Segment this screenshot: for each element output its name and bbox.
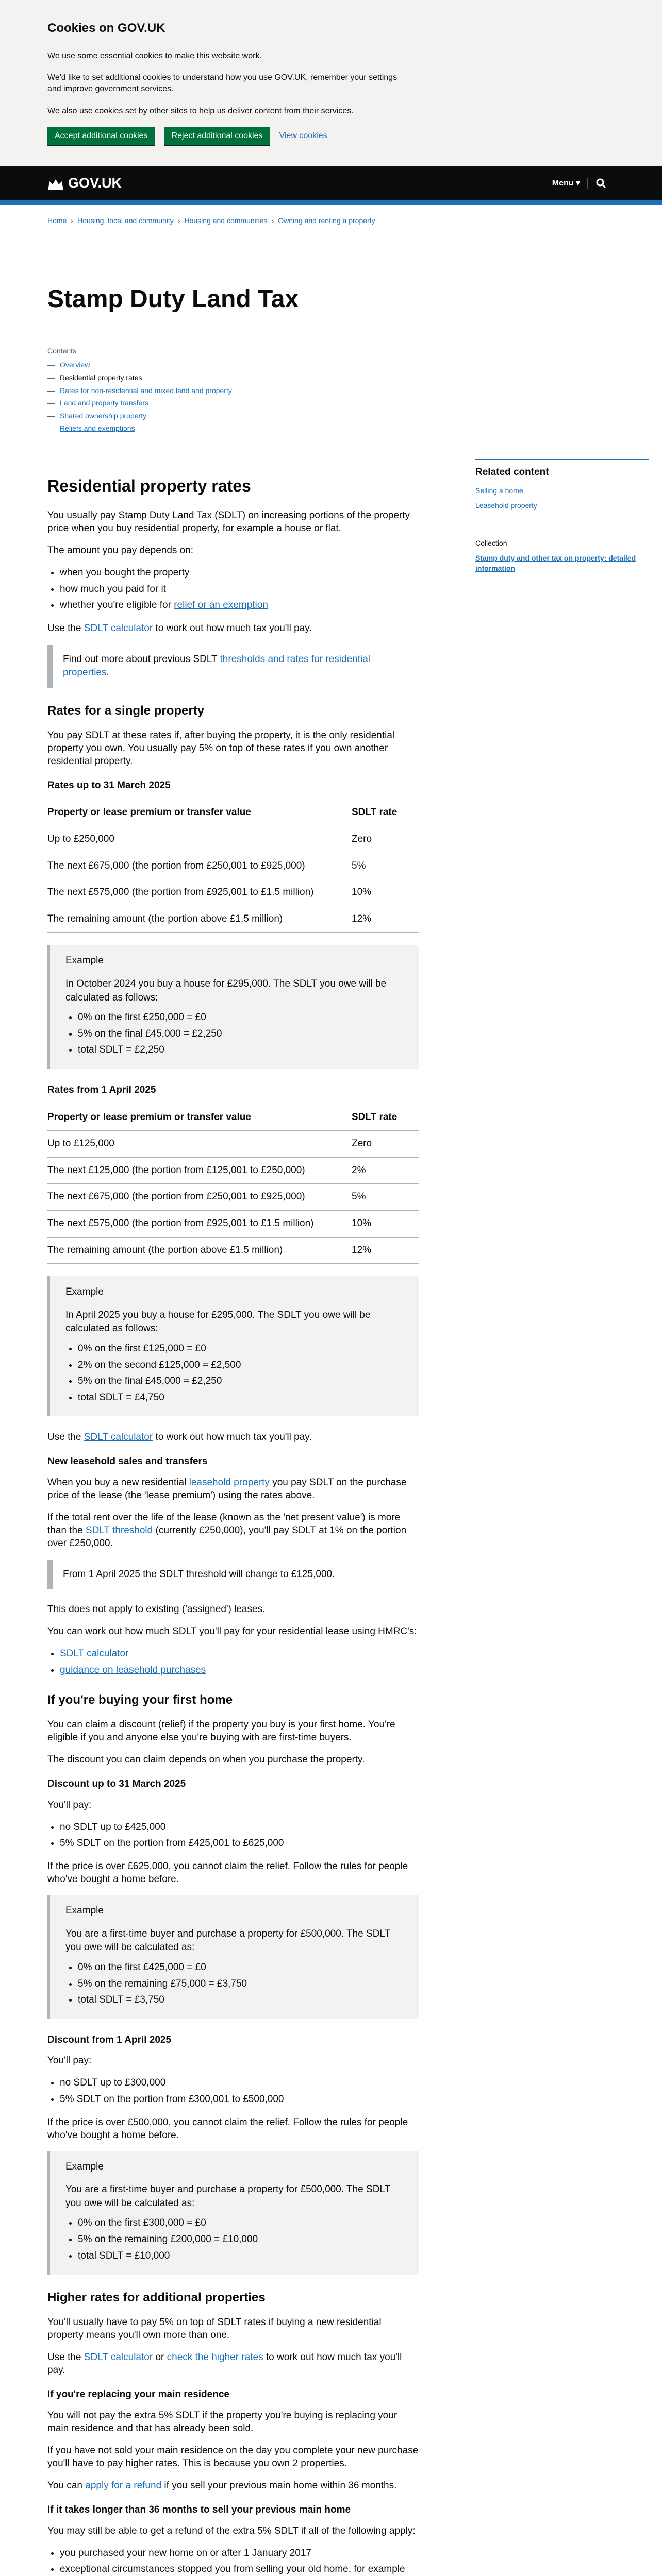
longer-list xyxy=(60,2547,419,2576)
list-item: • 0% on the first £250,000 = £0 xyxy=(78,1011,408,1025)
check-higher-rates-link[interactable]: check the higher rates xyxy=(167,2352,263,2363)
contents-label: Contents xyxy=(47,346,77,355)
example-title: Example xyxy=(65,1286,104,1298)
youll-pay: You'll pay: xyxy=(47,2055,92,2066)
single-paragraph: You pay SDLT at these rates if, after buying the property, it is the only residential property you own. You usually pay 5% on top of these rates if you own another residential property. xyxy=(47,730,395,767)
list-item: • you purchased your new home on or after 1 January 2017 xyxy=(60,2547,419,2561)
table-cell: Up to £250,000 xyxy=(47,826,352,853)
sdlt-threshold-link[interactable]: SDLT threshold xyxy=(85,1525,153,1536)
cookie-banner xyxy=(0,0,662,166)
text: When you buy a new residential xyxy=(47,1477,189,1488)
calc-paragraph xyxy=(47,1431,419,1444)
text: Use the xyxy=(47,1432,84,1443)
example-box xyxy=(47,2151,419,2275)
text: or xyxy=(153,2352,167,2363)
table-row xyxy=(47,1184,419,1211)
lease-paragraph-2 xyxy=(47,1511,419,1550)
list-item: • total SDLT = £2,250 xyxy=(78,1043,408,1057)
header-accent-bar xyxy=(0,200,662,205)
replace-paragraph-1: You will not pay the extra 5% SDLT if the property you're buying is replacing your main residence and that has already been sold. xyxy=(47,2410,398,2434)
table-header: SDLT rate xyxy=(352,800,419,826)
text: You can xyxy=(47,2480,86,2492)
list-item xyxy=(60,1664,419,1677)
table-row xyxy=(47,1237,419,1264)
heading-leasehold: New leasehold sales and transfers xyxy=(47,1456,208,1467)
youll-pay: You'll pay: xyxy=(47,1799,92,1810)
list-item: • when you bought the property xyxy=(60,566,419,580)
table-row xyxy=(47,853,419,879)
first-paragraph-1: You can claim a discount (relief) if the property you buy is your first home. You're eligible if you and anyone else you're buying with are first-time buyers. xyxy=(47,1719,395,1743)
cookie-text-1: We use some essential cookies to make this website work. xyxy=(47,51,262,60)
example-text: In October 2024 you buy a house for £295,000. The SDLT you owe will be calculated as follows: xyxy=(65,978,387,1003)
intro-paragraph: You usually pay Stamp Duty Land Tax (SDLT) on increasing portions of the property price when you buy residential property, for example a house or flat. xyxy=(47,510,410,534)
example-box xyxy=(47,1276,419,1416)
previous-thresholds-link[interactable]: thresholds and rates for residential properties xyxy=(63,653,371,679)
table-cell: The next £125,000 (the portion from £125,001 to £250,000) xyxy=(47,1157,352,1184)
table-row xyxy=(47,906,419,933)
list-item: • 5% on the final £45,000 = £2,250 xyxy=(78,1027,408,1041)
contents-item-shared-ownership[interactable]: Shared ownership property xyxy=(60,411,147,420)
list-item: • how much you paid for it xyxy=(60,583,419,597)
apply-refund-link[interactable]: apply for a refund xyxy=(85,2480,162,2492)
lease-paragraph-4: You can work out how much SDLT you'll pay for your residential lease using HMRC's: xyxy=(47,1626,417,1637)
contents-item-transfers[interactable]: Land and property transfers xyxy=(60,399,148,408)
govuk-logo[interactable] xyxy=(47,174,122,193)
replace-paragraph-2: If you have not sold your main residence on the day you complete your new purchase you'll have to pay higher rates. This is because you own 2 properties. xyxy=(47,2445,419,2469)
list-item: • total SDLT = £4,750 xyxy=(78,1391,408,1405)
table-cell: 10% xyxy=(352,1210,419,1237)
list-item xyxy=(60,1647,419,1661)
heading-first-home: If you're buying your first home xyxy=(47,1693,233,1707)
example-text: You are a first-time buyer and purchase a property for £500,000. The SDLT you owe will be calculated as: xyxy=(65,2184,390,2209)
contents-item-non-residential[interactable]: Rates for non-residential and mixed land and property xyxy=(60,386,232,395)
inset-threshold-change: From 1 April 2025 the SDLT threshold will change to £125,000. xyxy=(47,1560,419,1589)
breadcrumb-owning-renting[interactable]: Owning and renting a property xyxy=(278,216,375,225)
sdlt-calculator-link[interactable]: SDLT calculator xyxy=(84,622,153,634)
list-item: • 0% on the first £300,000 = £0 xyxy=(78,2216,408,2230)
search-button[interactable] xyxy=(588,178,615,189)
text: to work out how much tax you'll pay. xyxy=(153,1432,312,1443)
table-cell: Up to £125,000 xyxy=(47,1131,352,1158)
table-cell: 10% xyxy=(352,879,419,906)
table-cell: The next £575,000 (the portion from £925,001 to £1.5 million) xyxy=(47,1210,352,1237)
table-header: Property or lease premium or transfer value xyxy=(47,800,352,826)
breadcrumb: Home › Housing, local and community › Housing and communities › Owning and renting a property xyxy=(47,216,662,226)
inset-previous-rates xyxy=(47,645,419,688)
collection-label: Collection xyxy=(475,538,507,547)
list-item: • 5% SDLT on the portion from £300,001 to £500,000 xyxy=(60,2093,419,2107)
lease-calculator-link[interactable]: SDLT calculator xyxy=(60,1648,129,1659)
lease-links-list xyxy=(60,1647,419,1677)
heading-discount-from: Discount from 1 April 2025 xyxy=(47,2034,172,2045)
text: . xyxy=(106,667,109,679)
menu-label: Menu xyxy=(552,178,574,188)
contents-list: Contents — Overview — Residential property rates — Rates for non-residential and mixed land and property — Land and property transfers — Shared ownership property — Reliefs and exemptions xyxy=(47,346,662,434)
depends-paragraph: The amount you pay depends on: xyxy=(47,545,194,556)
related-selling-link[interactable]: Selling a home xyxy=(475,486,523,495)
breadcrumb-home[interactable]: Home xyxy=(47,216,67,225)
list-item: • 5% on the remaining £75,000 = £3,750 xyxy=(78,1977,408,1991)
list-item: • exceptional circumstances stopped you from selling your old home, for example xyxy=(60,2563,419,2576)
list-item-text: whether you're eligible for xyxy=(60,600,171,611)
heading-discount-upto: Discount up to 31 March 2025 xyxy=(47,1778,186,1790)
main-content xyxy=(47,459,419,2576)
site-header xyxy=(0,166,662,200)
cookie-text-3: We also use cookies set by other sites to help us deliver content from their services. xyxy=(47,106,354,115)
text: to work out how much tax you'll pay. xyxy=(153,622,312,634)
text: to work out how much tax you'll pay. xyxy=(47,2352,402,2376)
first-paragraph-2: The discount you can claim depends on when you purchase the property. xyxy=(47,1754,365,1766)
heading-residential-rates: Residential property rates xyxy=(47,476,251,495)
calc-paragraph xyxy=(47,622,419,635)
cookie-text-2: We'd like to set additional cookies to understand how you use GOV.UK, remember your settings and improve government services. xyxy=(47,73,398,94)
cookie-title: Cookies on GOV.UK xyxy=(47,21,166,35)
list-item: • 0% on the first £425,000 = £0 xyxy=(78,1961,408,1975)
table-cell: 5% xyxy=(352,853,419,879)
list-item xyxy=(60,599,419,613)
reject-cookies-button[interactable]: Reject additional cookies xyxy=(164,127,270,145)
higher-paragraph-1: You'll usually have to pay 5% on top of SDLT rates if buying a new residential property means you'll own more than one. xyxy=(47,2316,382,2341)
heading-longer-36: If it takes longer than 36 months to sell your previous main home xyxy=(47,2504,351,2516)
text: If the total rent over the life of the lease (known as the 'net present value') is more than the xyxy=(47,1512,401,1536)
table-cell: 12% xyxy=(352,906,419,933)
table-header: SDLT rate xyxy=(352,1105,419,1131)
list-item: • 5% on the final £45,000 = £2,250 xyxy=(78,1375,408,1388)
accept-cookies-button[interactable]: Accept additional cookies xyxy=(47,127,155,145)
heading-rates-from: Rates from 1 April 2025 xyxy=(47,1084,156,1095)
collection-link[interactable]: Stamp duty and other tax on property: detailed information xyxy=(475,554,636,572)
search-icon xyxy=(596,178,606,189)
list-item: • 0% on the first £125,000 = £0 xyxy=(78,1342,408,1356)
breadcrumb-housing-local[interactable]: Housing, local and community xyxy=(77,216,174,225)
lease-paragraph-3: This does not apply to existing ('assigned') leases. xyxy=(47,1603,266,1615)
example-text: You are a first-time buyer and purchase a property for £500,000. The SDLT you owe will be calculated as: xyxy=(65,1928,390,1953)
discount-paragraph: If the price is over £625,000, you cannot claim the relief. Follow the rules for people who've bought a home before. xyxy=(47,1860,408,1885)
table-cell: The remaining amount (the portion above £1.5 million) xyxy=(47,906,352,933)
example-title: Example xyxy=(65,1905,104,1917)
discount-paragraph: If the price is over £500,000, you cannot claim the relief. Follow the rules for people who've bought a home before. xyxy=(47,2116,408,2141)
lease-paragraph-1 xyxy=(47,1476,419,1502)
list-item: • total SDLT = £10,000 xyxy=(78,2249,408,2263)
menu-button[interactable]: Menu ▾ xyxy=(545,178,588,189)
contents-item-current: Residential property rates xyxy=(60,373,142,382)
table-row xyxy=(47,1210,419,1237)
table-cell: The next £675,000 (the portion from £250,001 to £925,000) xyxy=(47,1184,352,1211)
depends-list xyxy=(60,566,419,613)
discount-list xyxy=(60,2076,419,2106)
lease-guidance-link[interactable]: guidance on leasehold purchases xyxy=(60,1664,206,1675)
page-title: Stamp Duty Land Tax xyxy=(47,285,299,313)
text: Find out more about previous SDLT xyxy=(63,653,220,665)
sdlt-calculator-link[interactable]: SDLT calculator xyxy=(84,2352,153,2363)
list-item: • 2% on the second £125,000 = £2,500 xyxy=(78,1359,408,1372)
rates-table-upto-2025 xyxy=(47,800,419,933)
heading-replacing: If you're replacing your main residence xyxy=(47,2389,229,2400)
table-cell: The next £575,000 (the portion from £925,001 to £1.5 million) xyxy=(47,879,352,906)
example-box xyxy=(47,945,419,1069)
heading-single-property: Rates for a single property xyxy=(47,704,205,718)
longer-paragraph-1: You may still be able to get a refund of the extra 5% SDLT if all of the following apply: xyxy=(47,2525,416,2536)
text: Use the xyxy=(47,622,84,634)
list-item: • 5% SDLT on the portion from £425,001 to £625,000 xyxy=(60,1837,419,1851)
related-leasehold-link[interactable]: Leasehold property xyxy=(475,501,537,510)
text: Use the xyxy=(47,2352,84,2363)
leasehold-property-link[interactable]: leasehold property xyxy=(189,1477,270,1488)
table-row xyxy=(47,1157,419,1184)
example-text: In April 2025 you buy a house for £295,000. The SDLT you owe will be calculated as follows: xyxy=(65,1309,371,1334)
example-title: Example xyxy=(65,955,104,967)
table-cell: 2% xyxy=(352,1157,419,1184)
text: (currently £250,000), you'll pay SDLT at 1% on the portion over £250,000. xyxy=(47,1525,407,1549)
contents-item-overview[interactable]: Overview xyxy=(60,361,90,369)
table-row xyxy=(47,879,419,906)
sdlt-calculator-link[interactable]: SDLT calculator xyxy=(84,1432,153,1443)
view-cookies-link[interactable]: View cookies xyxy=(279,131,327,140)
crown-icon xyxy=(47,177,64,190)
table-row xyxy=(47,1131,419,1158)
table-cell: 5% xyxy=(352,1184,419,1211)
list-item: • no SDLT up to £300,000 xyxy=(60,2076,419,2090)
logo-text: GOV.UK xyxy=(68,175,122,191)
relief-link[interactable]: relief or an exemption xyxy=(174,600,268,611)
table-cell: Zero xyxy=(352,826,419,853)
list-item: • 5% on the remaining £200,000 = £10,000 xyxy=(78,2233,408,2247)
rates-table-from-2025 xyxy=(47,1105,419,1264)
table-cell: The next £675,000 (the portion from £250,001 to £925,000) xyxy=(47,853,352,879)
table-cell: Zero xyxy=(352,1131,419,1158)
text: if you sell your previous main home within 36 months. xyxy=(161,2480,397,2492)
replace-paragraph-3 xyxy=(47,2479,419,2492)
discount-list xyxy=(60,1821,419,1851)
higher-paragraph-2 xyxy=(47,2351,419,2377)
table-cell: 12% xyxy=(352,1237,419,1264)
list-item: • total SDLT = £3,750 xyxy=(78,1993,408,2007)
related-sidebar xyxy=(475,459,649,2576)
heading-higher-rates: Higher rates for additional properties xyxy=(47,2291,266,2305)
contents-item-reliefs[interactable]: Reliefs and exemptions xyxy=(60,424,135,433)
related-title: Related content xyxy=(475,466,549,478)
heading-rates-upto: Rates up to 31 March 2025 xyxy=(47,779,171,791)
table-header: Property or lease premium or transfer value xyxy=(47,1105,352,1131)
example-box xyxy=(47,1895,419,2019)
example-title: Example xyxy=(65,2161,104,2172)
table-cell: The remaining amount (the portion above £1.5 million) xyxy=(47,1237,352,1264)
text: you pay SDLT on the purchase price of the lease (the 'lease premium') using the rates above. xyxy=(47,1477,407,1501)
list-item: • no SDLT up to £425,000 xyxy=(60,1821,419,1835)
breadcrumb-housing-communities[interactable]: Housing and communities xyxy=(184,216,268,225)
table-row xyxy=(47,826,419,853)
